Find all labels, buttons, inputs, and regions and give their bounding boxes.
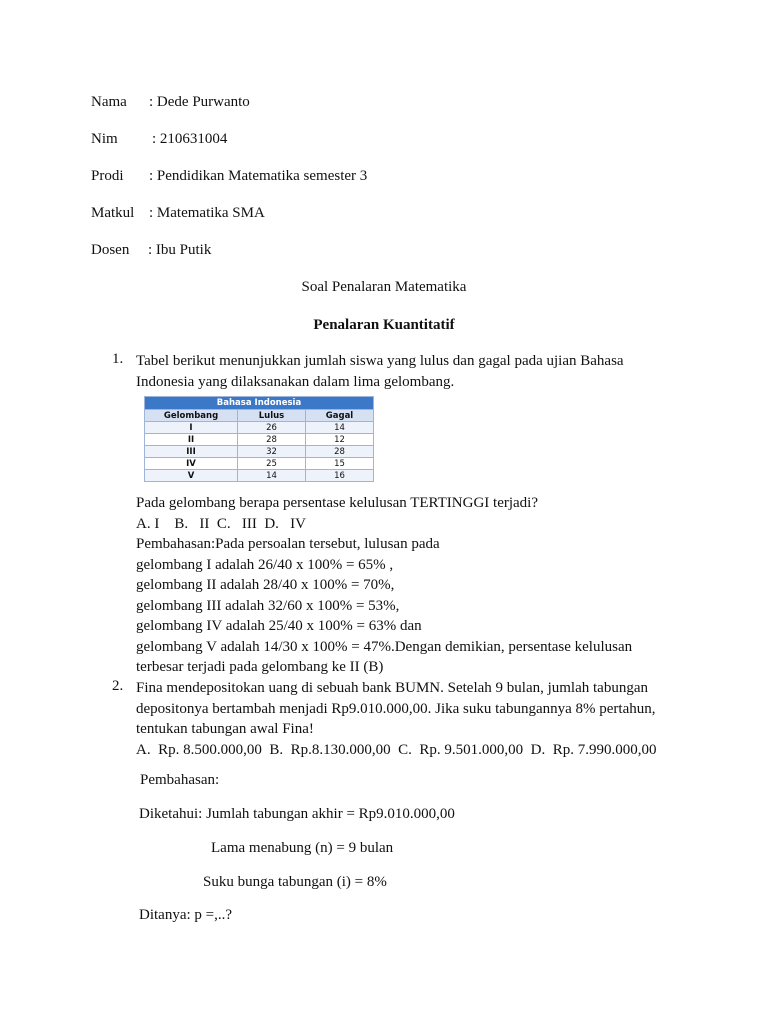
page-title: Soal Penalaran Matematika [301,279,467,295]
q2-number: 2. [112,678,124,694]
cell-gagal: 15 [306,458,374,470]
section-title: Penalaran Kuantitatif [313,317,455,333]
q2-diketahui: Diketahui: Jumlah tabungan akhir = Rp9.010.000,00 [139,806,455,822]
value-dosen: : Ibu Putik [148,242,212,258]
q1-discussion-line: gelombang IV adalah 25/40 x 100% = 63% dan [136,618,422,634]
q1-text [136,351,624,392]
q2-text [136,678,656,760]
table-title: Bahasa Indonesia [145,397,374,410]
q2-ditanya: Ditanya: p =,..? [139,907,233,923]
q2-suku: Suku bunga tabungan (i) = 8% [203,874,387,890]
cell-lulus: 25 [238,458,306,470]
cell-gelombang: V [145,470,238,482]
q2-text-line: Fina mendepositokan uang di sebuah bank BUMN. Setelah 9 bulan, jumlah tabungan [136,680,648,696]
table-row [145,434,374,446]
q2-pembahasan: Pembahasan: [140,772,220,788]
q2-options: A. Rp. 8.500.000,00 B. Rp.8.130.000,00 C. Rp. 9.501.000,00 D. Rp. 7.990.000,00 [136,741,657,758]
cell-lulus: 26 [238,422,306,434]
label-nama: Nama [91,94,127,110]
q1-discussion-line: gelombang II adalah 28/40 x 100% = 70%, [136,577,395,593]
label-dosen: Dosen [91,242,130,258]
value-nim: : 210631004 [152,131,228,147]
q1-question-block [136,493,632,678]
value-nama: : Dede Purwanto [149,94,250,110]
label-matkul: Matkul [91,205,135,221]
q1-text-line: Tabel berikut menunjukkan jumlah siswa yang lulus dan gagal pada ujian Bahasa [136,353,624,369]
cell-gagal: 16 [306,470,374,482]
label-nim: Nim [91,131,118,147]
cell-lulus: 28 [238,434,306,446]
value-matkul: : Matematika SMA [149,205,265,221]
q2-lama: Lama menabung (n) = 9 bulan [211,840,394,856]
column-header-lulus: Lulus [238,410,306,422]
q2-text-line: depositonya bertambah menjadi Rp9.010.000,00. Jika suku tabungannya 8% pertahun, [136,700,656,717]
label-prodi: Prodi [91,168,124,184]
score-table [144,396,374,482]
table-row [145,458,374,470]
table-row [145,446,374,458]
q1-question: Pada gelombang berapa persentase kelulusan TERTINGGI terjadi? [136,495,539,511]
cell-gelombang: I [145,422,238,434]
cell-gelombang: II [145,434,238,446]
q1-discussion-line: gelombang V adalah 14/30 x 100% = 47%.Dengan demikian, persentase kelulusan [136,638,633,655]
cell-gagal: 12 [306,434,374,446]
q1-options: A. I B. II C. III D. IV [136,515,306,532]
cell-gagal: 14 [306,422,374,434]
cell-gelombang: IV [145,458,238,470]
value-prodi: : Pendidikan Matematika semester 3 [149,168,368,184]
q1-number: 1. [112,351,124,367]
q1-discussion-line: gelombang III adalah 32/60 x 100% = 53%, [136,597,400,614]
cell-gelombang: III [145,446,238,458]
q1-discussion-line: terbesar terjadi pada gelombang ke II (B) [136,659,384,675]
q1-text-line: Indonesia yang dilaksanakan dalam lima gelombang. [136,373,455,390]
column-header-gelombang: Gelombang [145,410,238,422]
q2-text-line: tentukan tabungan awal Fina! [136,721,314,737]
q1-discussion-line: gelombang I adalah 26/40 x 100% = 65% , [136,556,394,573]
table-row [145,422,374,434]
cell-lulus: 32 [238,446,306,458]
q1-discussion-line: Pembahasan:Pada persoalan tersebut, lulusan pada [136,536,440,552]
table-row [145,470,374,482]
column-header-gagal: Gagal [306,410,374,422]
cell-gagal: 28 [306,446,374,458]
cell-lulus: 14 [238,470,306,482]
